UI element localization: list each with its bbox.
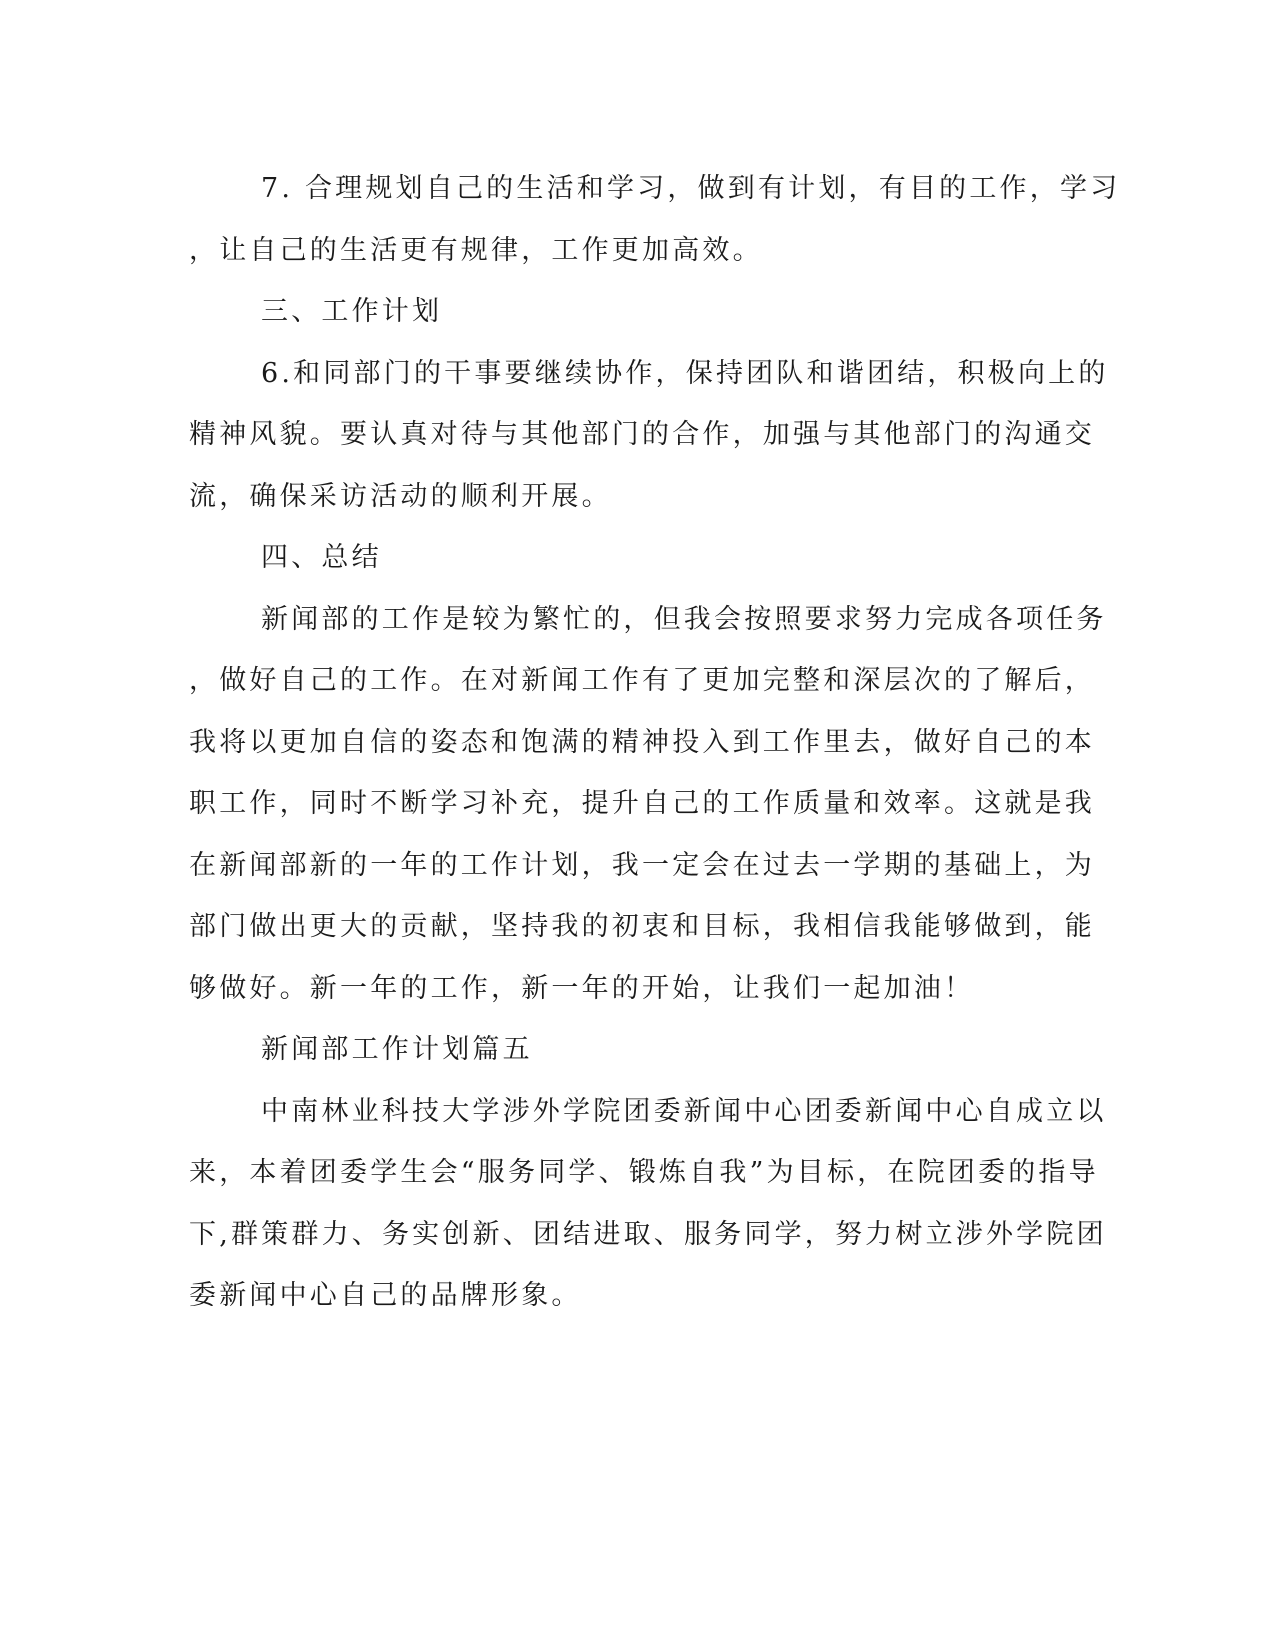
text-line: 中南林业科技大学涉外学院团委新闻中心团委新闻中心自成立以 xyxy=(261,1095,1107,1127)
text-line: ，让自己的生活更有规律，工作更加高效。 xyxy=(189,234,763,266)
text-line: 精神风貌。要认真对待与其他部门的合作，加强与其他部门的沟通交 xyxy=(189,419,1095,450)
text-line: 流，确保采访活动的顺利开展。 xyxy=(189,480,612,512)
text-line: 委新闻中心自己的品牌形象。 xyxy=(189,1280,582,1311)
text-line: 6.和同部门的干事要继续协作，保持团队和谐团结，积极向上的 xyxy=(261,357,1109,389)
text-line: 7. 合理规划自己的生活和学习，做到有计划，有目的工作，学习 xyxy=(261,173,1121,204)
text-line: 职工作，同时不断学习补充，提升自己的工作质量和效率。这就是我 xyxy=(189,788,1095,819)
text-line: 在新闻部新的一年的工作计划，我一定会在过去一学期的基础上，为 xyxy=(189,849,1095,881)
text-line: 新闻部的工作是较为繁忙的，但我会按照要求努力完成各项任务 xyxy=(261,603,1107,635)
text-line: 我将以更加自信的姿态和饱满的精神投入到工作里去，做好自己的本 xyxy=(189,726,1095,758)
section-heading: 四、总结 xyxy=(261,542,382,573)
text-line: 部门做出更大的贡献，坚持我的初衷和目标，我相信我能够做到，能 xyxy=(189,911,1095,942)
section-heading: 新闻部工作计划篇五 xyxy=(261,1034,533,1065)
text-line: ，做好自己的工作。在对新闻工作有了更加完整和深层次的了解后， xyxy=(189,665,1095,696)
section-heading: 三、工作计划 xyxy=(261,296,443,327)
text-line: 下,群策群力、务实创新、团结进取、服务同学，努力树立涉外学院团 xyxy=(189,1218,1107,1250)
text-line: 够做好。新一年的工作，新一年的开始，让我们一起加油！ xyxy=(189,972,975,1004)
text-line: 来，本着团委学生会“服务同学、锻炼自我”为目标，在院团委的指导 xyxy=(189,1157,1099,1188)
document-body xyxy=(189,158,1121,1327)
